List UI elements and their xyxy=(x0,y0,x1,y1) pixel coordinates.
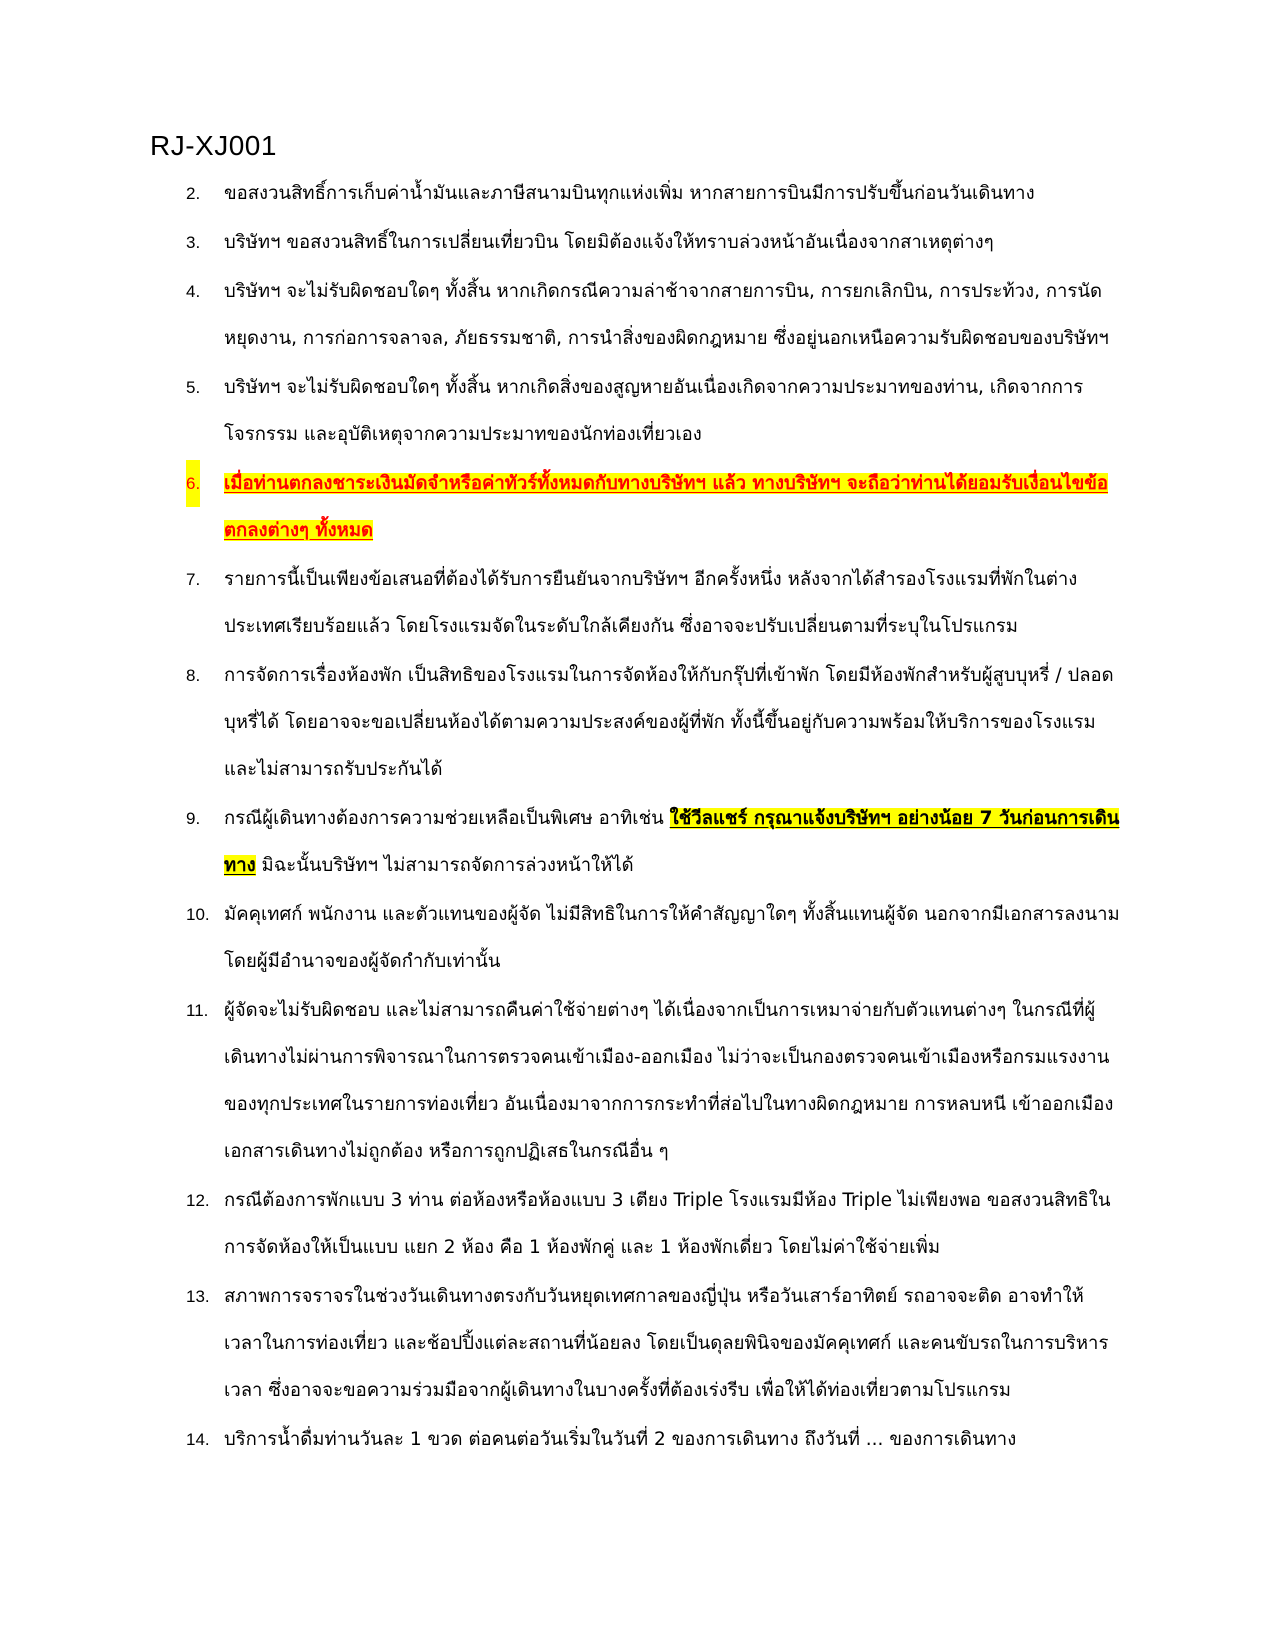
term-number: 6. xyxy=(186,460,200,507)
term-item-4 xyxy=(186,268,1121,362)
term-text: ขอสงวนสิทธิ์การเก็บค่าน้ำมันและภาษีสนามบินทุกแห่งเพิ่ม หากสายการบินมีการปรับขึ้นก่อนวันเดินทาง xyxy=(224,183,1035,204)
term-text-before: กรณีผู้เดินทางต้องการความช่วยเหลือเป็นพิเศษ อาทิเช่น xyxy=(224,808,670,829)
term-item-2 xyxy=(186,170,1121,217)
term-text: มัคคุเทศก์ พนักงาน และตัวแทนของผู้จัด ไม่มีสิทธิในการให้คำสัญญาใดๆ ทั้งสิ้นแทนผู้จัด นอกจากมีเอกสารลงนามโดยผู้มีอำนาจของผู้จัดกำกับเท่านั้น xyxy=(224,904,1120,972)
term-text: สภาพการจราจรในช่วงวันเดินทางตรงกับวันหยุดเทศกาลของญี่ปุ่น หรือวันเสาร์อาทิตย์ รถอาจจะติด อาจทำให้เวลาในการท่องเที่ยว และช้อปปิ้งแต่ละสถานที่น้อยลง โดยเป็นดุลยพินิจของมัคคุเทศก์ และคนขับรถในการบริหารเวลา ซึ่งอาจจะขอความร่วมมือจากผู้เดินทางในบางครั้งที่ต้องเร่งรีบ เพื่อให้ได้ท่องเที่ยวตามโปรแกรม xyxy=(224,1286,1109,1401)
term-text: การจัดการเรื่องห้องพัก เป็นสิทธิของโรงแรมในการจัดห้องให้กับกรุ๊ปที่เข้าพัก โดยมีห้องพักสำหรับผู้สูบบุหรี่ / ปลอดบุหรี่ได้ โดยอาจจะขอเปลี่ยนห้องได้ตามความประสงค์ของผู้ที่พัก ทั้งนี้ขึ้นอยู่กับความพร้อมให้บริการของโรงแรมและไม่สามารถรับประกันได้ xyxy=(224,665,1114,780)
term-item-3 xyxy=(186,219,1121,266)
term-number: 3. xyxy=(186,233,201,252)
term-number: 12. xyxy=(186,1191,210,1210)
term-item-12 xyxy=(186,1177,1121,1271)
term-item-8 xyxy=(186,652,1121,793)
term-number: 7. xyxy=(186,570,201,589)
term-number: 13. xyxy=(186,1287,210,1306)
term-number: 5. xyxy=(186,378,201,397)
term-item-10 xyxy=(186,891,1121,985)
term-text: บริการน้ำดื่มท่านวันละ 1 ขวด ต่อคนต่อวันเริ่มในวันที่ 2 ของการเดินทาง ถึงวันที่ ... ของการเดินทาง xyxy=(224,1429,1017,1450)
term-item-9 xyxy=(186,795,1121,889)
term-item-11 xyxy=(186,987,1121,1175)
document-code: RJ-XJ001 xyxy=(150,130,277,161)
term-number: 2. xyxy=(186,184,201,203)
term-item-13 xyxy=(186,1273,1121,1414)
term-number: 4. xyxy=(186,282,201,301)
term-text: กรณีต้องการพักแบบ 3 ท่าน ต่อห้องหรือห้องแบบ 3 เตียง Triple โรงแรมมีห้อง Triple ไม่เพียงพอ ขอสงวนสิทธิในการจัดห้องให้เป็นแบบ แยก 2 ห้อง คือ 1 ห้องพักคู่ และ 1 ห้องพักเดี่ยว โดยไม่ค่าใช้จ่ายเพิ่ม xyxy=(224,1190,1111,1258)
term-number: 8. xyxy=(186,666,201,685)
highlighted-text: เมื่อท่านตกลงชาระเงินมัดจำหรือค่าทัวร์ทั้งหมดกับทางบริษัทฯ แล้ว ทางบริษัทฯ จะถือว่าท่านได้ยอมรับเงื่อนไขข้อตกลงต่างๆ ทั้งหมด xyxy=(224,473,1108,541)
term-number: 11. xyxy=(186,1001,209,1020)
term-number: 9. xyxy=(186,809,201,828)
term-number: 10. xyxy=(186,905,210,924)
highlighted-text: ใช้วีลแชร์ กรุณาแจ้งบริษัทฯ อย่างน้อย 7 วันก่อนการเดินทาง xyxy=(224,808,1120,876)
term-item-14 xyxy=(186,1416,1121,1463)
term-item-6-highlighted xyxy=(186,460,1121,554)
term-text: ผู้จัดจะไม่รับผิดชอบ และไม่สามารถคืนค่าใช้จ่ายต่างๆ ได้เนื่องจากเป็นการเหมาจ่ายกับตัวแทนต่างๆ ในกรณีที่ผู้เดินทางไม่ผ่านการพิจารณาในการตรวจคนเข้าเมือง-ออกเมือง ไม่ว่าจะเป็นกองตรวจคนเข้าเมืองหรือกรมแรงงานของทุกประเทศในรายการท่องเที่ยว อันเนื่องมาจากการกระทำที่ส่อไปในทางผิดกฎหมาย การหลบหนี เข้าออกเมืองเอกสารเดินทางไม่ถูกต้อง หรือการถูกปฏิเสธในกรณีอื่น ๆ xyxy=(224,1000,1114,1162)
term-item-5 xyxy=(186,364,1121,458)
term-text: บริษัทฯ จะไม่รับผิดชอบใดๆ ทั้งสิ้น หากเกิดสิ่งของสูญหายอันเนื่องเกิดจากความประมาทของท่าน, เกิดจากการโจรกรรม และอุบัติเหตุจากความประมาทของนักท่องเที่ยวเอง xyxy=(224,377,1084,445)
term-text: รายการนี้เป็นเพียงข้อเสนอที่ต้องได้รับการยืนยันจากบริษัทฯ อีกครั้งหนึ่ง หลังจากได้สำรองโรงแรมที่พักในต่างประเทศเรียบร้อยแล้ว โดยโรงแรมจัดในระดับใกล้เคียงกัน ซึ่งอาจจะปรับเปลี่ยนตามที่ระบุในโปรแกรม xyxy=(224,569,1078,637)
term-text-after: มิฉะนั้นบริษัทฯ ไม่สามารถจัดการล่วงหน้าให้ได้ xyxy=(255,855,634,876)
term-text: บริษัทฯ ขอสงวนสิทธิ์ในการเปลี่ยนเที่ยวบิน โดยมิต้องแจ้งให้ทราบล่วงหน้าอันเนื่องจากสาเหตุต่างๆ xyxy=(224,232,994,253)
term-text xyxy=(224,795,1121,889)
term-text: บริษัทฯ จะไม่รับผิดชอบใดๆ ทั้งสิ้น หากเกิดกรณีความล่าช้าจากสายการบิน, การยกเลิกบิน, การประท้วง, การนัดหยุดงาน, การก่อการจลาจล, ภัยธรรมชาติ, การนำสิ่งของผิดกฎหมาย ซึ่งอยู่นอกเหนือความรับผิดชอบของบริษัทฯ xyxy=(224,281,1109,349)
term-item-7 xyxy=(186,556,1121,650)
term-number: 14. xyxy=(186,1430,210,1449)
term-text xyxy=(224,460,1121,554)
terms-list xyxy=(186,170,1121,1463)
